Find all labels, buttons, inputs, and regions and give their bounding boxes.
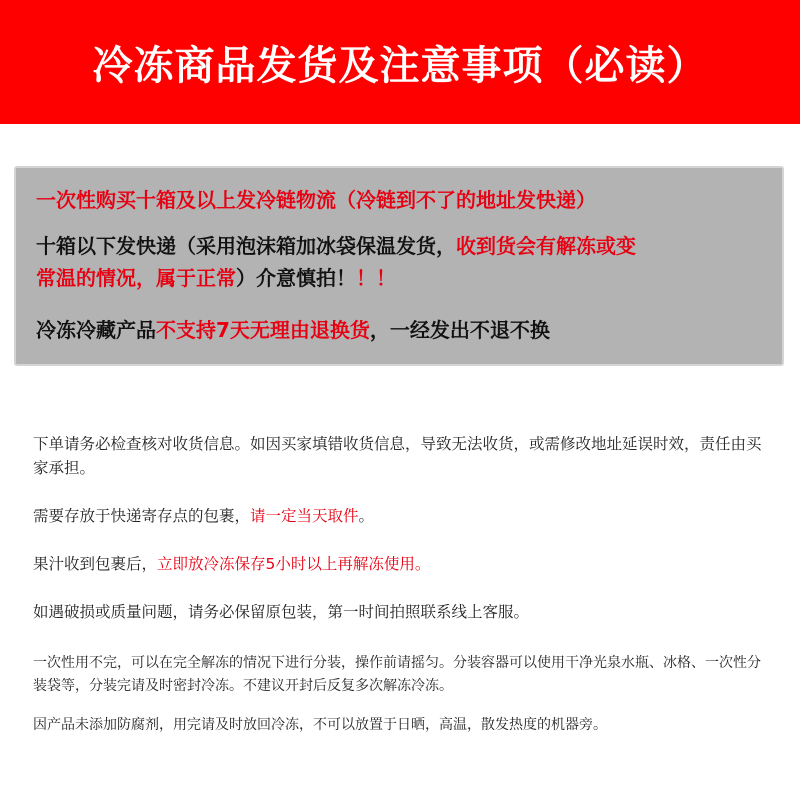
pickup-note-warning: 请一定当天取件 xyxy=(250,507,359,525)
header-banner xyxy=(0,0,800,124)
damage-note: 如遇破损或质量问题，请务必保留原包装，第一时间拍照联系线上客服。 xyxy=(33,603,530,621)
pickup-note-end: 。 xyxy=(358,507,375,525)
return-policy-subject: 冷冻冷藏产品 xyxy=(36,318,156,342)
express-note-caution: ）介意慎拍！ xyxy=(236,266,356,290)
cold-chain-note: 一次性购买十箱及以上发冷链物流（冷链到不了的地址发快递） xyxy=(36,188,596,212)
express-note-exclaim: ！！ xyxy=(356,266,396,290)
express-note-line-1 xyxy=(36,232,636,260)
portioning-note: 一次性用不完，可以在完全解冻的情况下进行分装，操作前请摇匀。分装容器可以使用干净光泉水瓶、冰格、一次性分装袋等，分装完请及时密封冷冻。不建议开封后反复多次解冻冷冻。 xyxy=(33,655,761,694)
return-policy-line xyxy=(36,316,550,344)
express-note-text: 十箱以下发快递（采用泡沫箱加冰袋保温发货， xyxy=(36,234,456,258)
return-policy-end: ，一经发出不退不换 xyxy=(369,318,550,342)
express-note-warning-cont: 常温的情况，属于正常 xyxy=(36,266,236,290)
juice-note-warning: 立即放冷冻保存5小时以上再解冻使用。 xyxy=(157,555,431,573)
address-check-note: 下单请务必检查核对收货信息。如因买家填错收货信息，导致无法收货，或需修改地址延误时效，责任由买家承担。 xyxy=(33,435,762,477)
pickup-note-text: 需要存放于快递寄存点的包裹， xyxy=(33,507,251,525)
preservative-note: 因产品未添加防腐剂，用完请及时放回冷冻，不可以放置于日晒，高温，散发热度的机器旁。 xyxy=(33,717,607,733)
pickup-note xyxy=(33,504,773,528)
page-title: 冷冻商品发货及注意事项（必读） xyxy=(92,42,708,89)
juice-note-text: 果汁收到包裹后， xyxy=(33,555,158,573)
express-note-warning: 收到货会有解冻或变 xyxy=(456,234,636,258)
express-note-line-2 xyxy=(36,264,396,292)
return-policy-warning: 不支持7天无理由退换货 xyxy=(156,318,370,342)
notice-box xyxy=(14,166,784,366)
juice-note xyxy=(33,552,773,576)
